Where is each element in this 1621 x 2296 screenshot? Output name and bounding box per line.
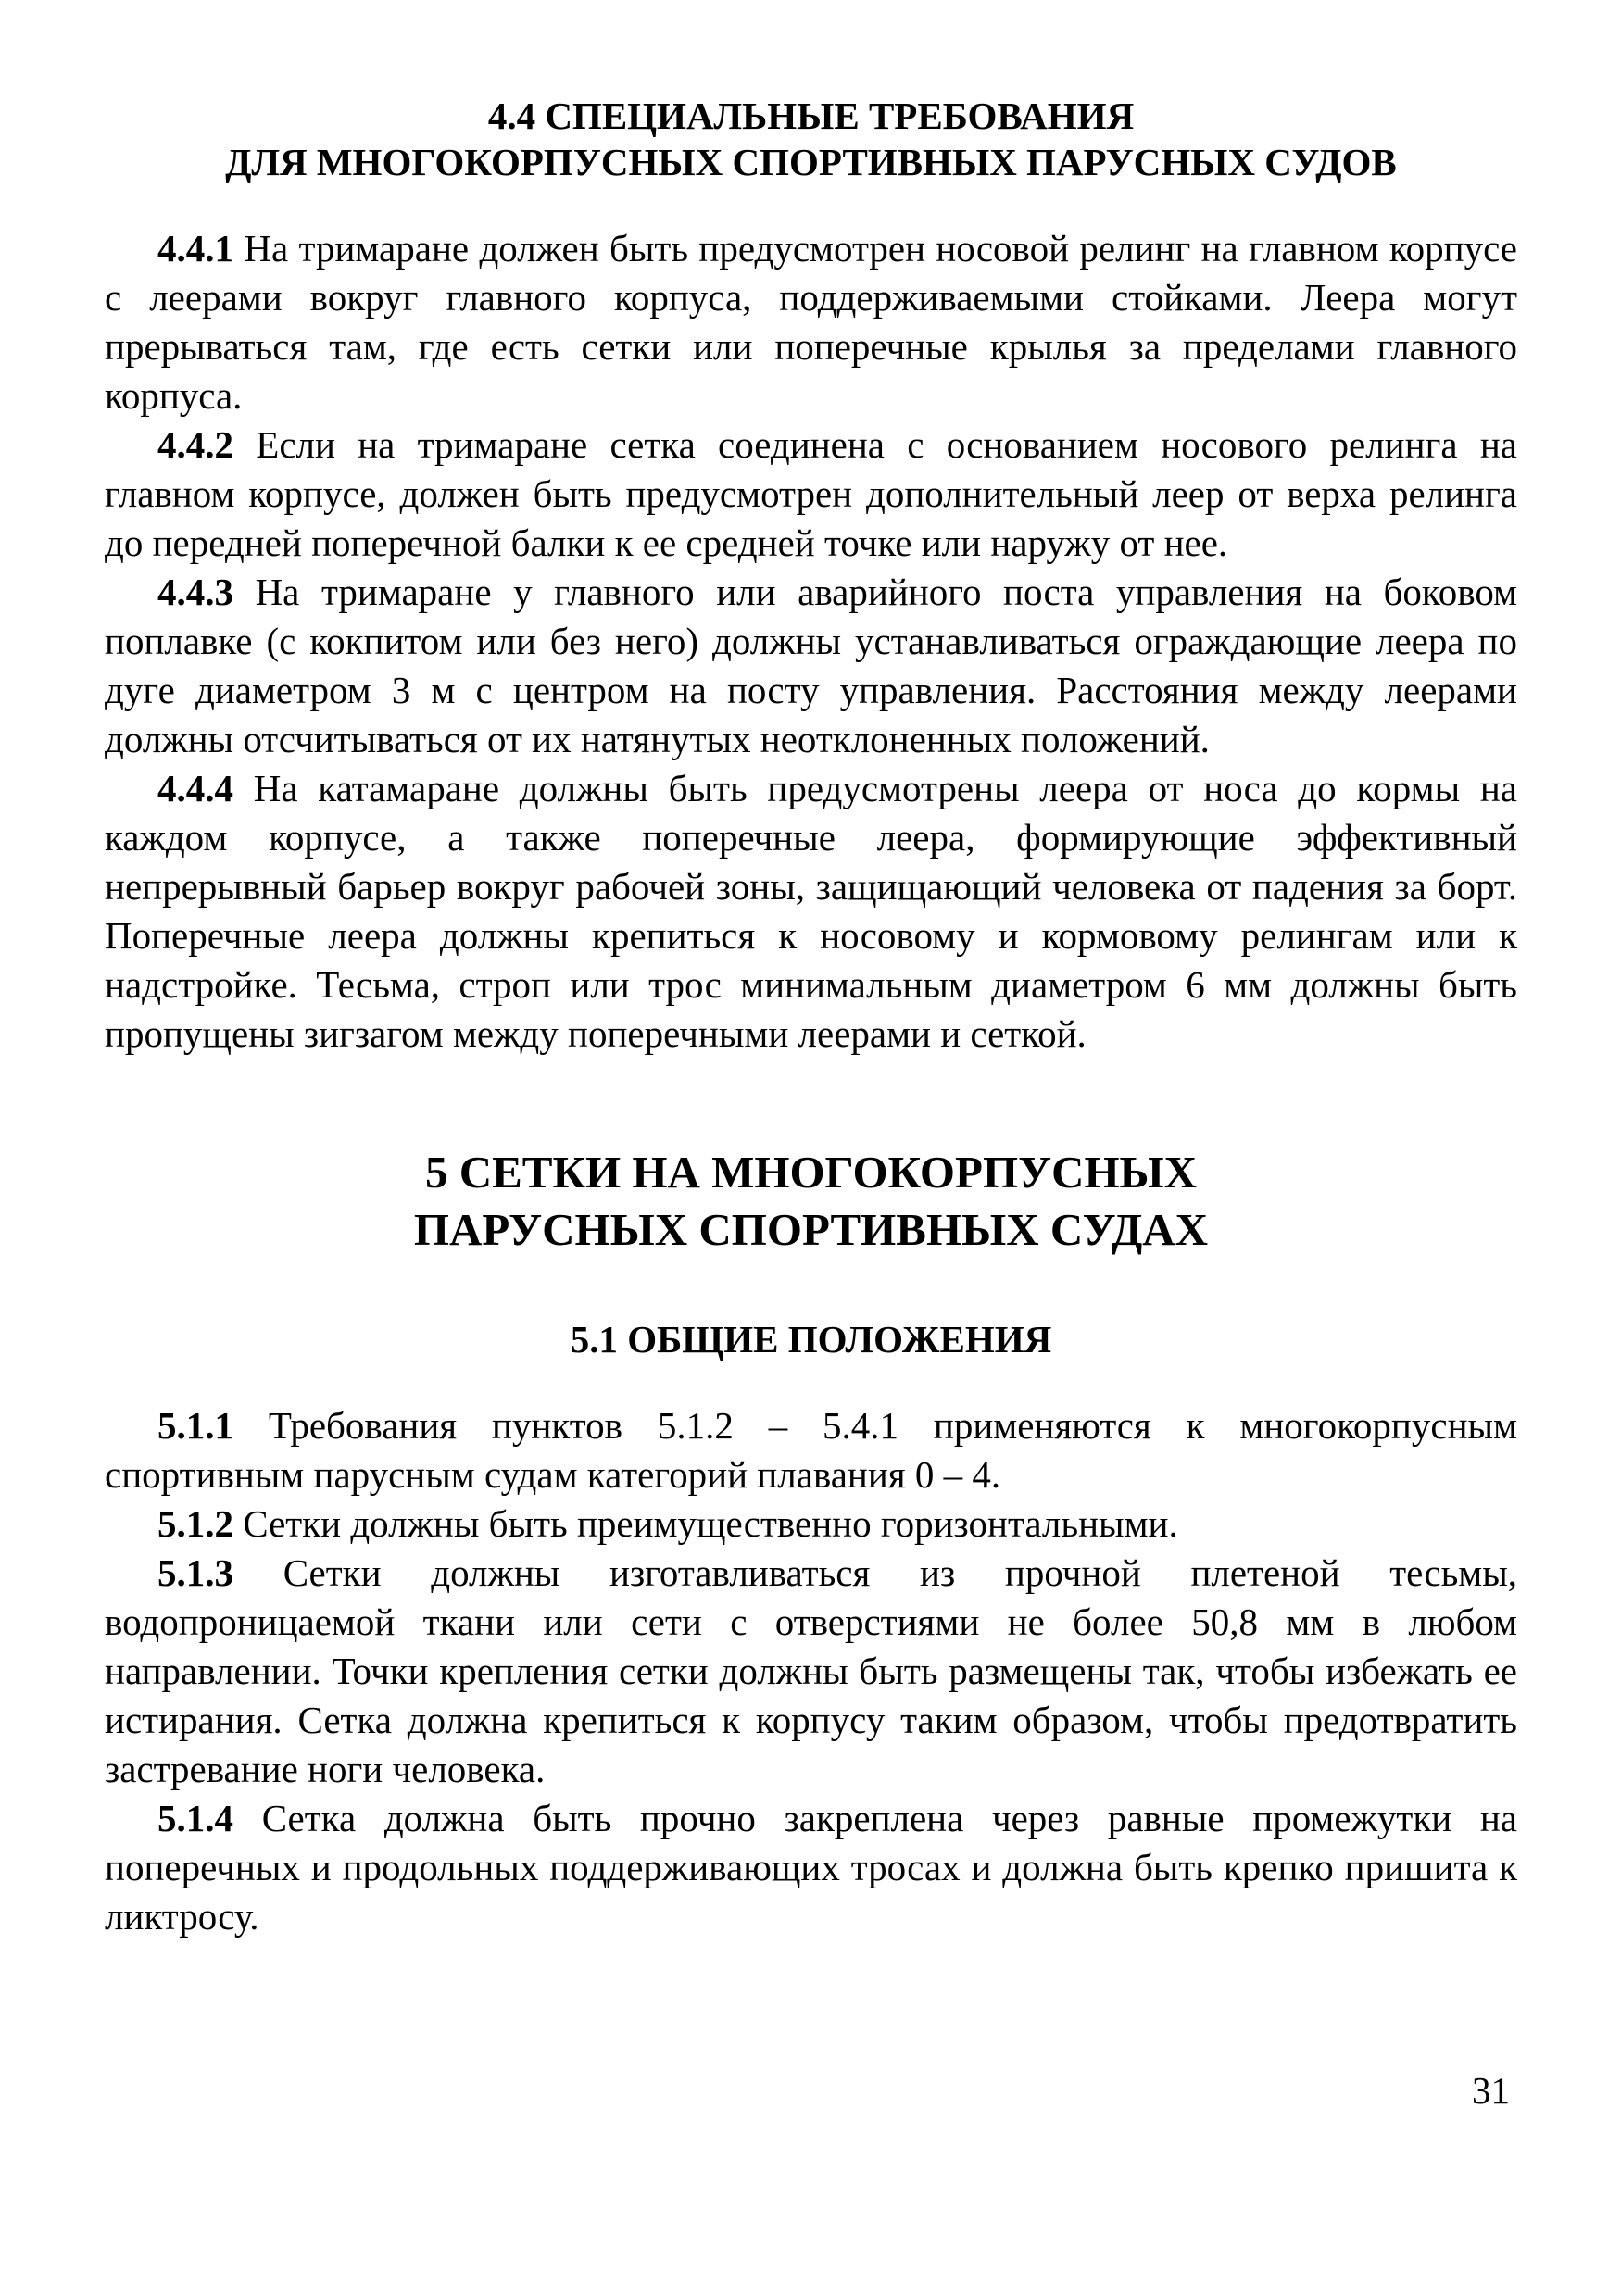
- paragraph-5-1-4: [105, 1794, 1517, 1941]
- paragraph-4-4-4: [105, 764, 1517, 1059]
- section-4-4-heading-line-2: ДЛЯ МНОГОКОРПУСНЫХ СПОРТИВНЫХ ПАРУСНЫХ СУДОВ: [225, 141, 1397, 183]
- section-4-4-body: [105, 224, 1517, 1059]
- paragraph-number: 5.1.3: [157, 1551, 233, 1594]
- section-4-4-heading: [105, 93, 1517, 185]
- paragraph-number: 4.4.2: [157, 423, 233, 466]
- paragraph-5-1-1: [105, 1401, 1517, 1499]
- paragraph-number: 4.4.1: [157, 227, 233, 270]
- section-5-1-body: [105, 1401, 1517, 1941]
- paragraph-text: Сетки должны быть преимущественно горизонтальными.: [243, 1502, 1178, 1545]
- paragraph-5-1-3: [105, 1549, 1517, 1794]
- paragraph-number: 5.1.2: [157, 1502, 233, 1545]
- page-number: 31: [1472, 2069, 1510, 2112]
- paragraph-number: 4.4.4: [157, 767, 233, 809]
- paragraph-4-4-3: [105, 568, 1517, 764]
- paragraph-text: Сетка должна быть прочно закреплена через равные промежутки на поперечных и продольных поддерживающих тросах и должна быть крепко пришита к ликтросу.: [105, 1797, 1517, 1938]
- paragraph-number: 5.1.1: [157, 1404, 233, 1447]
- paragraph-number: 5.1.4: [157, 1797, 233, 1839]
- paragraph-4-4-1: [105, 224, 1517, 420]
- section-5-heading-line-2: ПАРУСНЫХ СПОРТИВНЫХ СУДАХ: [413, 1204, 1209, 1255]
- paragraph-text: Требования пунктов 5.1.2 – 5.4.1 применяются к многокорпусным спортивным парусным судам категорий плавания 0 – 4.: [105, 1404, 1518, 1496]
- paragraph-text: На катамаране должны быть предусмотрены леера от носа до кормы на каждом корпусе, а также поперечные леера, формирующие эффективный непрерывный барьер вокруг рабочей зоны, защищающий человека от падения за борт. Поперечные леера должны крепиться к носовому и кормовому релингам или к надстройке. Тесьма, строп или трос минимальным диаметром 6 мм должны быть пропущены зигзагом между поперечными леерами и сеткой.: [105, 767, 1518, 1055]
- paragraph-text: На тримаране у главного или аварийного поста управления на боковом поплавке (с кокпитом или без него) должны устанавливаться ограждающие леера по дуге диаметром 3 м с центром на посту управления. Расстояния между леерами должны отсчитываться от их натянутых неотклоненных положений.: [105, 571, 1517, 760]
- paragraph-text: Если на тримаране сетка соединена с основанием носового релинга на главном корпусе, должен быть предусмотрен дополнительный леер от верха релинга до передней поперечной балки к ее средней точке или наружу от нее.: [105, 423, 1517, 564]
- section-5-1-heading: 5.1 ОБЩИЕ ПОЛОЖЕНИЯ: [570, 1318, 1052, 1361]
- paragraph-5-1-2: [105, 1499, 1517, 1549]
- section-4-4-heading-line-1: 4.4 СПЕЦИАЛЬНЫЕ ТРЕБОВАНИЯ: [487, 94, 1135, 137]
- section-5-heading: [105, 1144, 1517, 1259]
- section-5-heading-line-1: 5 СЕТКИ НА МНОГОКОРПУСНЫХ: [424, 1147, 1198, 1198]
- paragraph-text: На тримаране должен быть предусмотрен носовой релинг на главном корпусе с леерами вокруг главного корпуса, поддерживаемыми стойками. Леера могут прерываться там, где есть сетки или поперечные крылья за пределами главного корпуса.: [105, 227, 1518, 417]
- paragraph-4-4-2: [105, 420, 1517, 568]
- paragraph-text: Сетки должны изготавливаться из прочной плетеной тесьмы, водопроницаемой ткани или сети с отверстиями не более 50,8 мм в любом направлении. Точки крепления сетки должны быть размещены так, чтобы избежать ее истирания. Сетка должна крепиться к корпусу таким образом, чтобы предотвратить застревание ноги человека.: [105, 1551, 1518, 1790]
- paragraph-number: 4.4.3: [157, 571, 233, 613]
